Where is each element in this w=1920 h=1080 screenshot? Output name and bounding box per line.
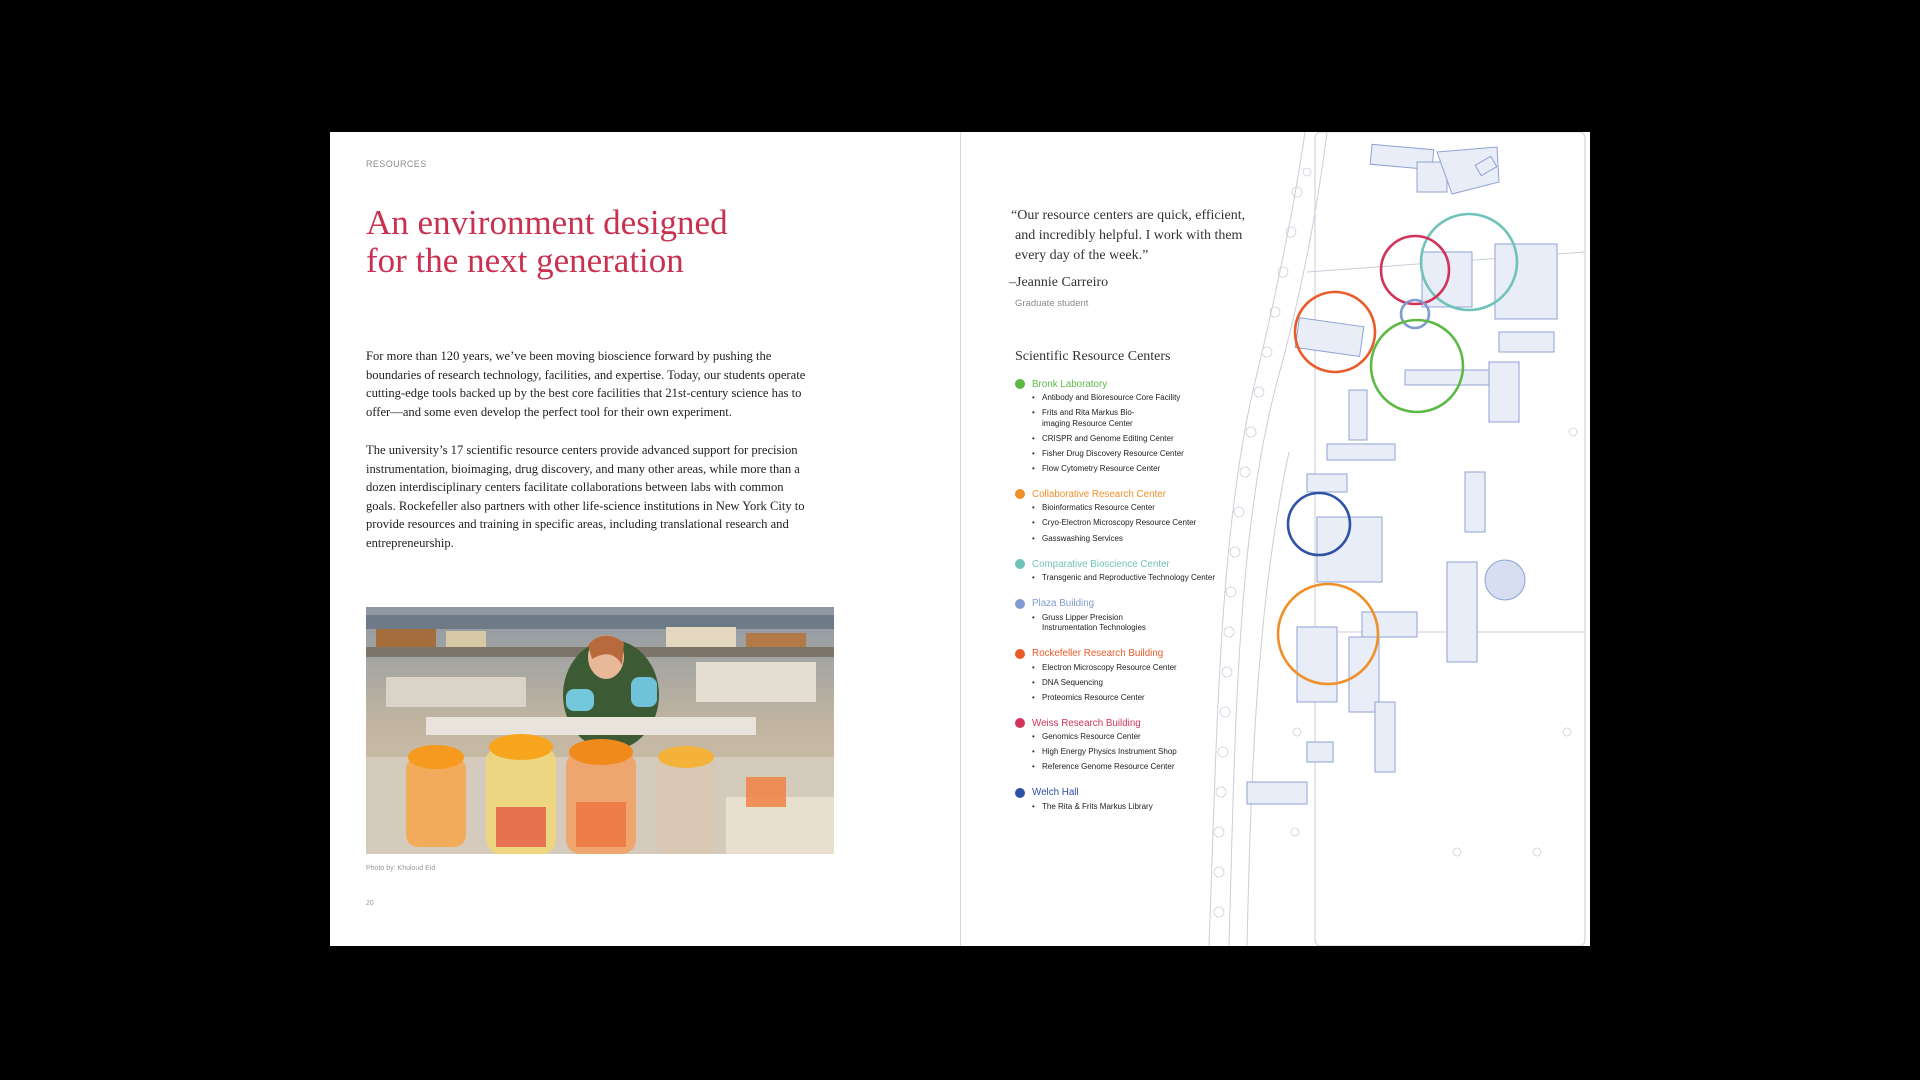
center-name: Welch Hall (1032, 787, 1079, 799)
list-item: • Bioinformatics Resource Center (1042, 503, 1255, 514)
list-item: • Genomics Resource Center (1042, 732, 1255, 743)
lab-photo (366, 607, 834, 854)
center-name: Comparative Bioscience Center (1032, 558, 1170, 570)
color-dot (1015, 379, 1025, 389)
quote-line: and incredibly helpful. I work with them (1015, 228, 1243, 243)
quote-line: “Our resource centers are quick, efficient, (1011, 208, 1246, 223)
attribution-role: Graduate student (1015, 298, 1089, 309)
list-item: • The Rita & Frits Markus Library (1042, 802, 1255, 813)
body-paragraph: The university’s 17 scientific resource centers provide advanced support for precision instrumentation, bioimaging, drug discovery, and many other areas, while more than a dozen interdisciplinary centers facilitate collaborations between labs with common goals. Rockefeller also partners with other life-science institutions in New York City to provide resources and training in specific areas, including translational research and entrepreneurship. (366, 443, 805, 550)
list-item: • Fisher Drug Discovery Resource Center (1042, 449, 1255, 460)
center-name: Plaza Building (1032, 598, 1095, 610)
color-dot (1015, 788, 1025, 798)
color-dot (1015, 489, 1025, 499)
center-name: Rockefeller Research Building (1032, 648, 1164, 660)
list-item: • Reference Genome Resource Center (1042, 762, 1255, 773)
list-item: • Frits and Rita Markus Bio-imaging Resource Center (1042, 408, 1162, 429)
list-item: • Cryo-Electron Microscopy Resource Center (1042, 518, 1255, 529)
center-name: Weiss Research Building (1032, 717, 1141, 729)
headline-line: An environment designed (366, 203, 728, 242)
map-buildings (1247, 144, 1557, 804)
photo-credit: Photo by: Khuloud Eid (366, 865, 436, 872)
list-item: • High Energy Physics Instrument Shop (1042, 747, 1255, 758)
page-headline (366, 204, 728, 280)
center-name: Bronk Laboratory (1032, 378, 1108, 390)
color-dot (1015, 559, 1025, 569)
centers-title: Scientific Resource Centers (1015, 349, 1171, 364)
intro-paragraph: For more than 120 years, we’ve been moving bioscience forward by pushing the boundaries of research technology, facilities, and expertise. Today, our students operate cutting-edge tools backed up by the best core facilities that 21st-century science has to offer—and some even develop the perfect tool for their own experiment. (366, 349, 806, 419)
left-page (330, 132, 960, 946)
lab-photo-illustration (366, 607, 834, 854)
section-label: RESOURCES (366, 159, 427, 169)
list-item: • Flow Cytometry Resource Center (1042, 464, 1255, 475)
list-item: • Electron Microscopy Resource Center (1042, 663, 1255, 674)
campus-map (1207, 132, 1590, 946)
list-item: • Gruss Lipper Precision Instrumentation Technologies (1042, 613, 1162, 634)
right-page (961, 132, 1590, 946)
list-item: • CRISPR and Genome Editing Center (1042, 434, 1255, 445)
quote-line: every day of the week.” (1015, 248, 1149, 263)
quote-attribution: –Jeannie Carreiro (1009, 275, 1109, 290)
color-dot (1015, 649, 1025, 659)
headline-line: for the next generation (366, 241, 684, 280)
list-item: • Gasswashing Services (1042, 534, 1255, 545)
list-item: • Proteomics Resource Center (1042, 693, 1255, 704)
center-name: Collaborative Research Center (1032, 488, 1166, 500)
list-item: • Transgenic and Reproductive Technology Center (1042, 573, 1255, 584)
color-dot (1015, 599, 1025, 609)
page-number: 20 (366, 900, 374, 907)
list-item: • Antibody and Bioresource Core Facility (1042, 393, 1255, 404)
list-item: • DNA Sequencing (1042, 678, 1255, 689)
color-dot (1015, 718, 1025, 728)
